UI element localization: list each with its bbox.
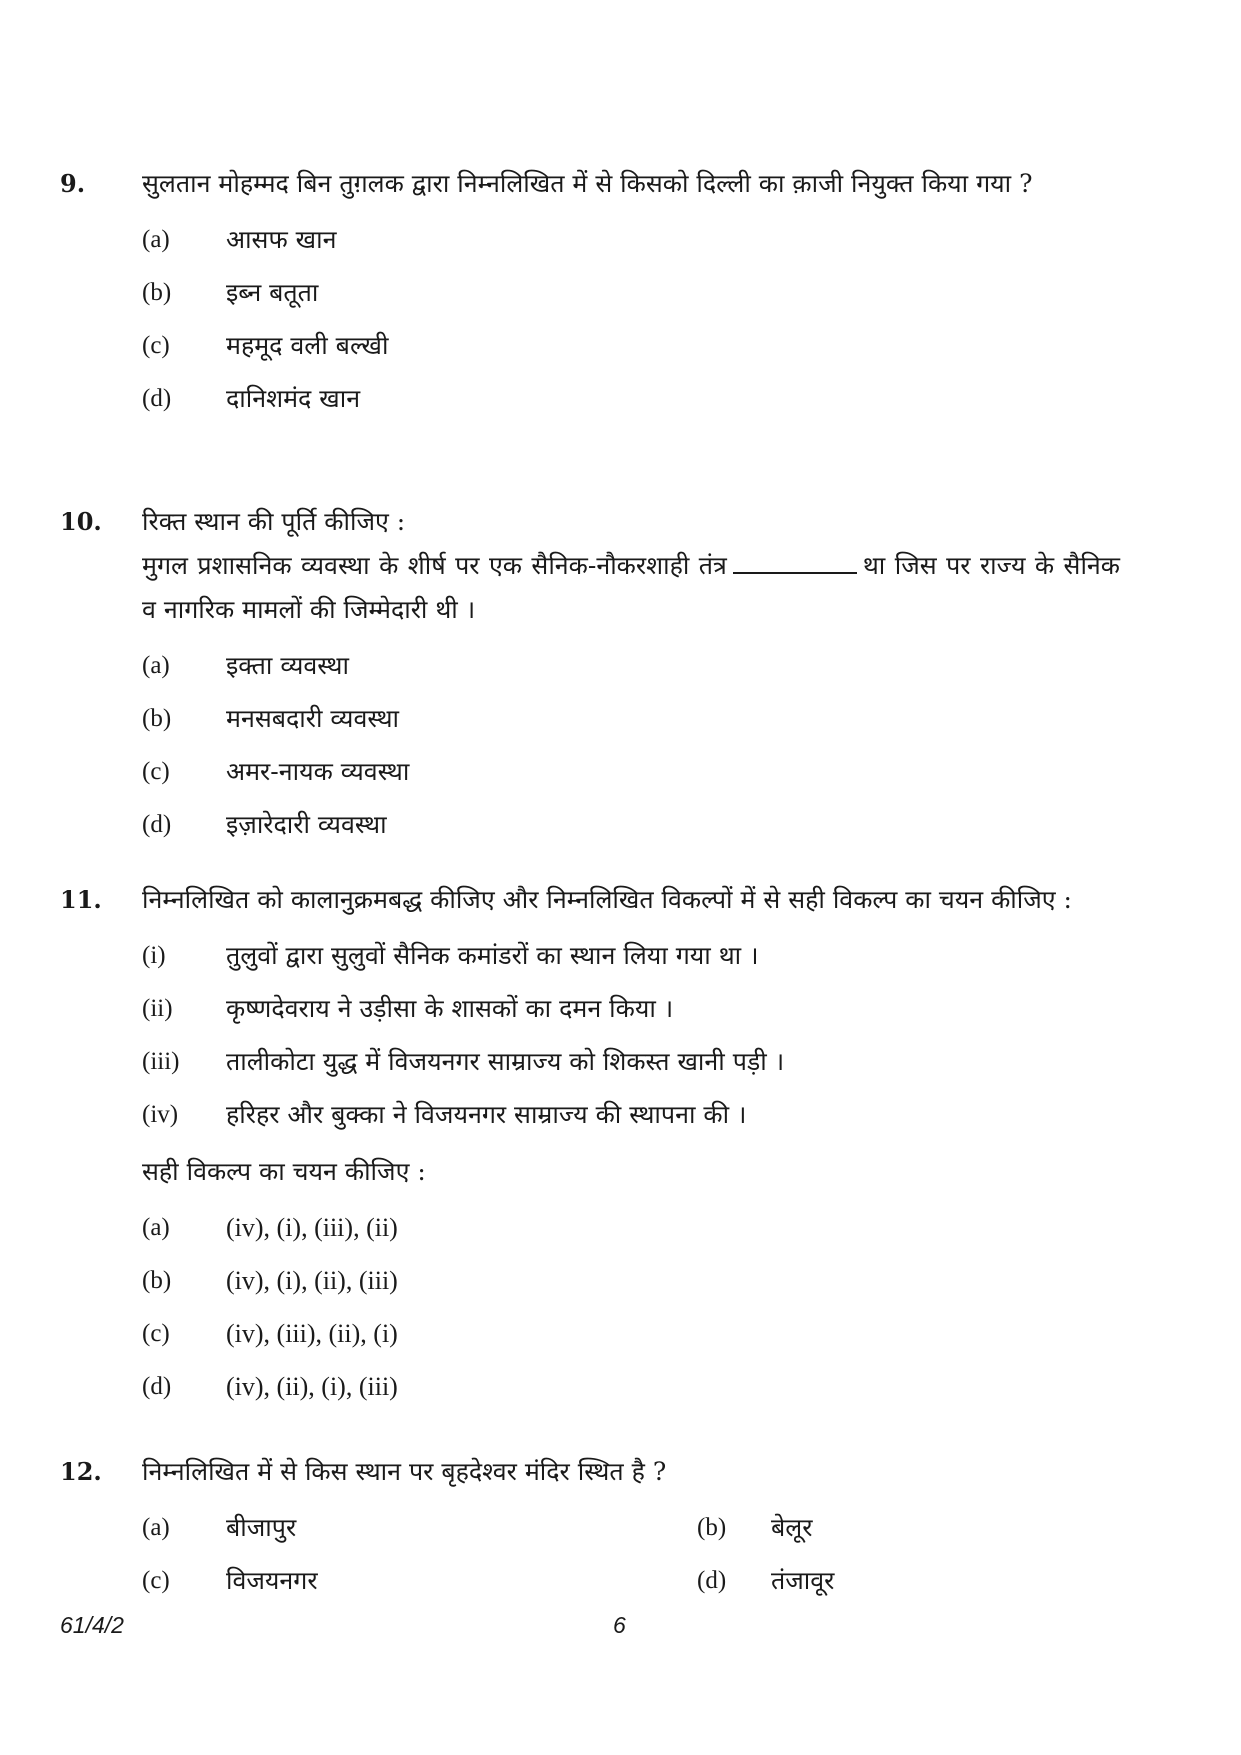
statement-text: कृष्णदेवराय ने उड़ीसा के शासकों का दमन किया । bbox=[226, 994, 674, 1023]
option-text: तंजावूर bbox=[771, 1566, 835, 1595]
option-text: महमूद वली बल्खी bbox=[226, 331, 389, 360]
option-label: (d) bbox=[142, 1373, 172, 1400]
options-list bbox=[142, 644, 1120, 856]
question-number: 10. bbox=[60, 507, 102, 536]
option-a bbox=[142, 644, 1120, 697]
option-text: इज़ारेदारी व्यवस्था bbox=[226, 810, 387, 839]
option-text: (iv), (i), (iii), (ii) bbox=[226, 1213, 398, 1242]
statement-iv bbox=[142, 1093, 1120, 1146]
question-text: निम्नलिखित में से किस स्थान पर बृहदेश्वर मंदिर स्थित है ? bbox=[142, 1457, 667, 1486]
statement-text: तालीकोटा युद्ध में विजयनगर साम्राज्य को शिकस्त खानी पड़ी । bbox=[226, 1047, 785, 1076]
question-text bbox=[142, 500, 1120, 632]
option-text: आसफ खान bbox=[226, 225, 337, 254]
option-text: बीजापुर bbox=[226, 1513, 297, 1542]
option-text: मनसबदारी व्यवस्था bbox=[226, 704, 400, 733]
statement-label: (iv) bbox=[142, 1101, 179, 1128]
option-text: इक्ता व्यवस्था bbox=[226, 651, 349, 680]
statement-text: तुलुवों द्वारा सुलुवों सैनिक कमांडरों का स्थान लिया गया था । bbox=[226, 941, 759, 970]
option-text: विजयनगर bbox=[226, 1566, 318, 1595]
question-11 bbox=[60, 878, 1120, 1418]
option-label: (a) bbox=[142, 1514, 170, 1541]
option-label: (b) bbox=[142, 705, 172, 732]
option-label: (c) bbox=[142, 758, 170, 785]
option-text: बेलूर bbox=[771, 1513, 813, 1542]
statement-label: (iii) bbox=[142, 1048, 180, 1075]
statement-text: हरिहर और बुक्का ने विजयनगर साम्राज्य की स्थापना की । bbox=[226, 1100, 747, 1129]
option-text: (iv), (ii), (i), (iii) bbox=[226, 1372, 398, 1401]
statement-label: (ii) bbox=[142, 995, 173, 1022]
option-d bbox=[142, 1365, 1120, 1418]
option-c bbox=[142, 1559, 622, 1612]
option-c bbox=[142, 750, 1120, 803]
option-label: (b) bbox=[142, 279, 172, 306]
option-text: अमर-नायक व्यवस्था bbox=[226, 757, 410, 786]
options-grid bbox=[142, 1506, 1120, 1616]
statement-ii bbox=[142, 987, 1120, 1040]
question-body bbox=[142, 544, 1120, 632]
question-number: 9. bbox=[60, 169, 86, 198]
options-list bbox=[142, 218, 1120, 430]
statement-i bbox=[142, 934, 1120, 987]
options-list bbox=[142, 1206, 1120, 1418]
question-10 bbox=[60, 500, 1120, 856]
option-label: (a) bbox=[142, 652, 170, 679]
option-text: (iv), (i), (ii), (iii) bbox=[226, 1266, 398, 1295]
question-instruction: रिक्त स्थान की पूर्ति कीजिए : bbox=[142, 507, 406, 536]
option-d bbox=[142, 803, 1120, 856]
option-label: (d) bbox=[697, 1567, 727, 1594]
option-b bbox=[697, 1506, 1177, 1559]
option-a bbox=[142, 1506, 622, 1559]
option-label: (b) bbox=[697, 1514, 727, 1541]
option-b bbox=[142, 697, 1120, 750]
statement-label: (i) bbox=[142, 942, 166, 969]
option-c bbox=[142, 1312, 1120, 1365]
statement-iii bbox=[142, 1040, 1120, 1093]
option-label: (c) bbox=[142, 1567, 170, 1594]
option-c bbox=[142, 324, 1120, 377]
question-text: निम्नलिखित को कालानुक्रमबद्ध कीजिए और निम्नलिखित विकल्पों में से सही विकल्प का चयन कीजिए : bbox=[142, 885, 1072, 914]
option-label: (b) bbox=[142, 1267, 172, 1294]
question-body-before: मुगल प्रशासनिक व्यवस्था के शीर्ष पर एक सैनिक-नौकरशाही तंत्र bbox=[142, 551, 727, 580]
question-9 bbox=[60, 162, 1120, 430]
question-number: 11. bbox=[60, 885, 102, 914]
option-a bbox=[142, 1206, 1120, 1259]
option-label: (d) bbox=[142, 385, 172, 412]
select-prompt: सही विकल्प का चयन कीजिए : bbox=[142, 1157, 426, 1186]
option-text: दानिशमंद खान bbox=[226, 384, 361, 413]
question-12 bbox=[60, 1450, 1120, 1616]
fill-in-blank bbox=[733, 546, 857, 574]
option-text: (iv), (iii), (ii), (i) bbox=[226, 1319, 398, 1348]
option-label: (c) bbox=[142, 332, 170, 359]
page-number: 6 bbox=[613, 1612, 626, 1638]
option-a bbox=[142, 218, 1120, 271]
option-label: (c) bbox=[142, 1320, 170, 1347]
option-text: इब्न बतूता bbox=[226, 278, 319, 307]
option-b bbox=[142, 271, 1120, 324]
question-body-after: था जिस पर राज्य के सैनिक व नागरिक मामलों की जिम्मेदारी थी । bbox=[142, 551, 1120, 624]
paper-code: 61/4/2 bbox=[60, 1612, 124, 1638]
statements-list bbox=[142, 934, 1120, 1146]
option-d bbox=[142, 377, 1120, 430]
question-text: सुलतान मोहम्मद बिन तुग़लक द्वारा निम्नलिखित में से किसको दिल्ली का क़ाजी नियुक्त किया गया ? bbox=[142, 169, 1033, 198]
option-b bbox=[142, 1259, 1120, 1312]
option-label: (d) bbox=[142, 811, 172, 838]
option-label: (a) bbox=[142, 1214, 170, 1241]
option-label: (a) bbox=[142, 226, 170, 253]
option-d bbox=[697, 1559, 1177, 1612]
question-number: 12. bbox=[60, 1457, 102, 1486]
